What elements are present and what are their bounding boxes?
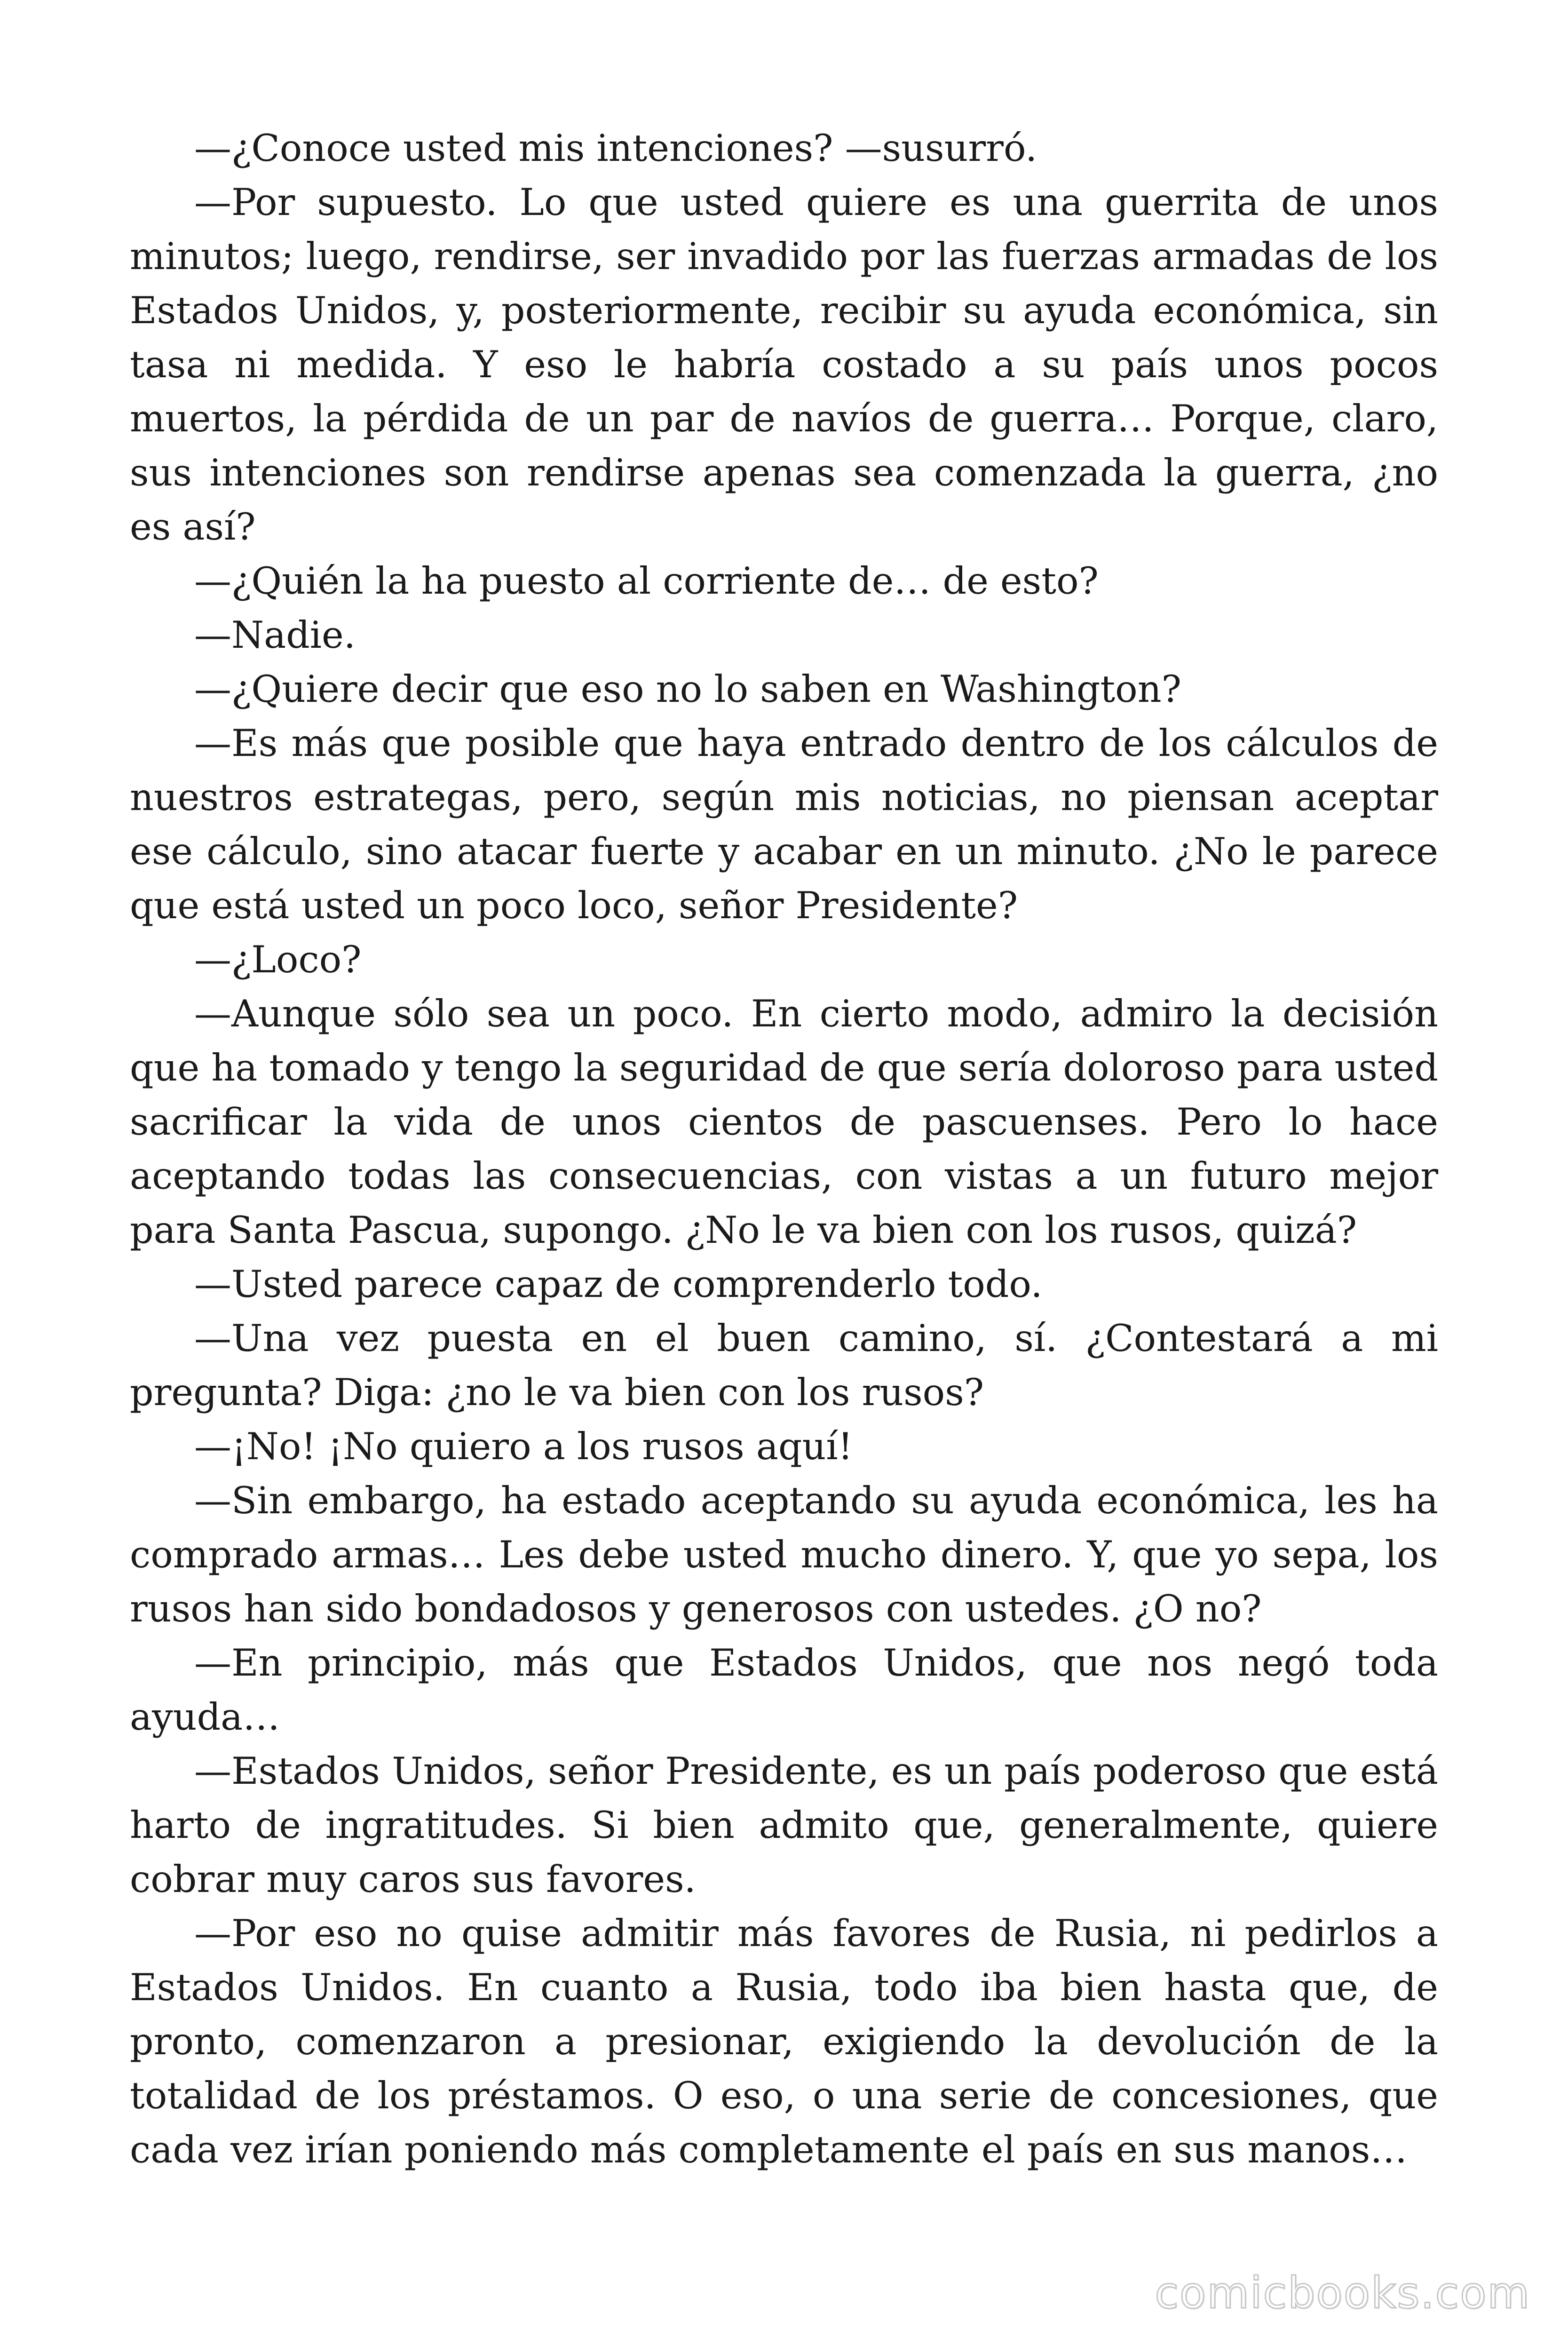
watermark: comicbooks.com bbox=[1155, 2268, 1530, 2318]
paragraph: —Por supuesto. Lo que usted quiere es una guerrita de unos minutos; luego, rendirse, ser invadido por las fuerzas armadas de los Estados Unidos, y, posteriormente, recibir su ayuda económica, sin tasa ni medida. Y eso le habría costado a su país unos pocos muertos, la pérdida de un par de navíos de guerra… Porque, claro, sus intenciones son rendirse apenas sea comenzada la guerra, ¿no es así? bbox=[130, 181, 1438, 548]
paragraph: —En principio, más que Estados Unidos, que nos negó toda ayuda… bbox=[130, 1641, 1438, 1739]
paragraph: —¿Quiere decir que eso no lo saben en Washington? bbox=[194, 667, 1181, 711]
paragraph: —Aunque sólo sea un poco. En cierto modo, admiro la decisión que ha tomado y tengo la seguridad de que sería doloroso para usted sacrificar la vida de unos cientos de pascuenses. Pero lo hace aceptando todas las consecuencias, con vistas a un futuro mejor para Santa Pascua, supongo. ¿No le va bien con los rusos, quizá? bbox=[130, 992, 1438, 1252]
paragraph: —Una vez puesta en el buen camino, sí. ¿Contestará a mi pregunta? Diga: ¿no le va bien con los rusos? bbox=[130, 1317, 1438, 1414]
paragraph: —¿Loco? bbox=[194, 938, 362, 981]
paragraph: —¿Quién la ha puesto al corriente de… de esto? bbox=[194, 559, 1099, 603]
paragraph: —Es más que posible que haya entrado dentro de los cálculos de nuestros estrategas, pero, según mis noticias, no piensan aceptar ese cálculo, sino atacar fuerte y acabar en un minuto. ¿No le parece que está usted un poco loco, señor Presidente? bbox=[130, 722, 1438, 927]
body-text bbox=[130, 121, 1438, 2177]
paragraph: —¡No! ¡No quiero a los rusos aquí! bbox=[194, 1425, 853, 1468]
paragraph: —Por eso no quise admitir más favores de Rusia, ni pedirlos a Estados Unidos. En cuanto a Rusia, todo iba bien hasta que, de pronto, comenzaron a presionar, exigiendo la devolución de la totalidad de los préstamos. O eso, o una serie de concesiones, que cada vez irían poniendo más completamente el país en sus manos… bbox=[130, 1912, 1438, 2171]
paragraph: —Estados Unidos, señor Presidente, es un país poderoso que está harto de ingratitudes. Si bien admito que, generalmente, quiere cobrar muy caros sus favores. bbox=[130, 1749, 1438, 1901]
paragraph: —Usted parece capaz de comprenderlo todo. bbox=[194, 1263, 1043, 1306]
paragraph: —Nadie. bbox=[194, 613, 356, 657]
paragraph: —Sin embargo, ha estado aceptando su ayuda económica, les ha comprado armas… Les debe usted mucho dinero. Y, que yo sepa, los rusos han sido bondadosos y generosos con ustedes. ¿O no? bbox=[130, 1479, 1438, 1630]
paragraph: —¿Conoce usted mis intenciones? —susurró. bbox=[194, 127, 1037, 170]
